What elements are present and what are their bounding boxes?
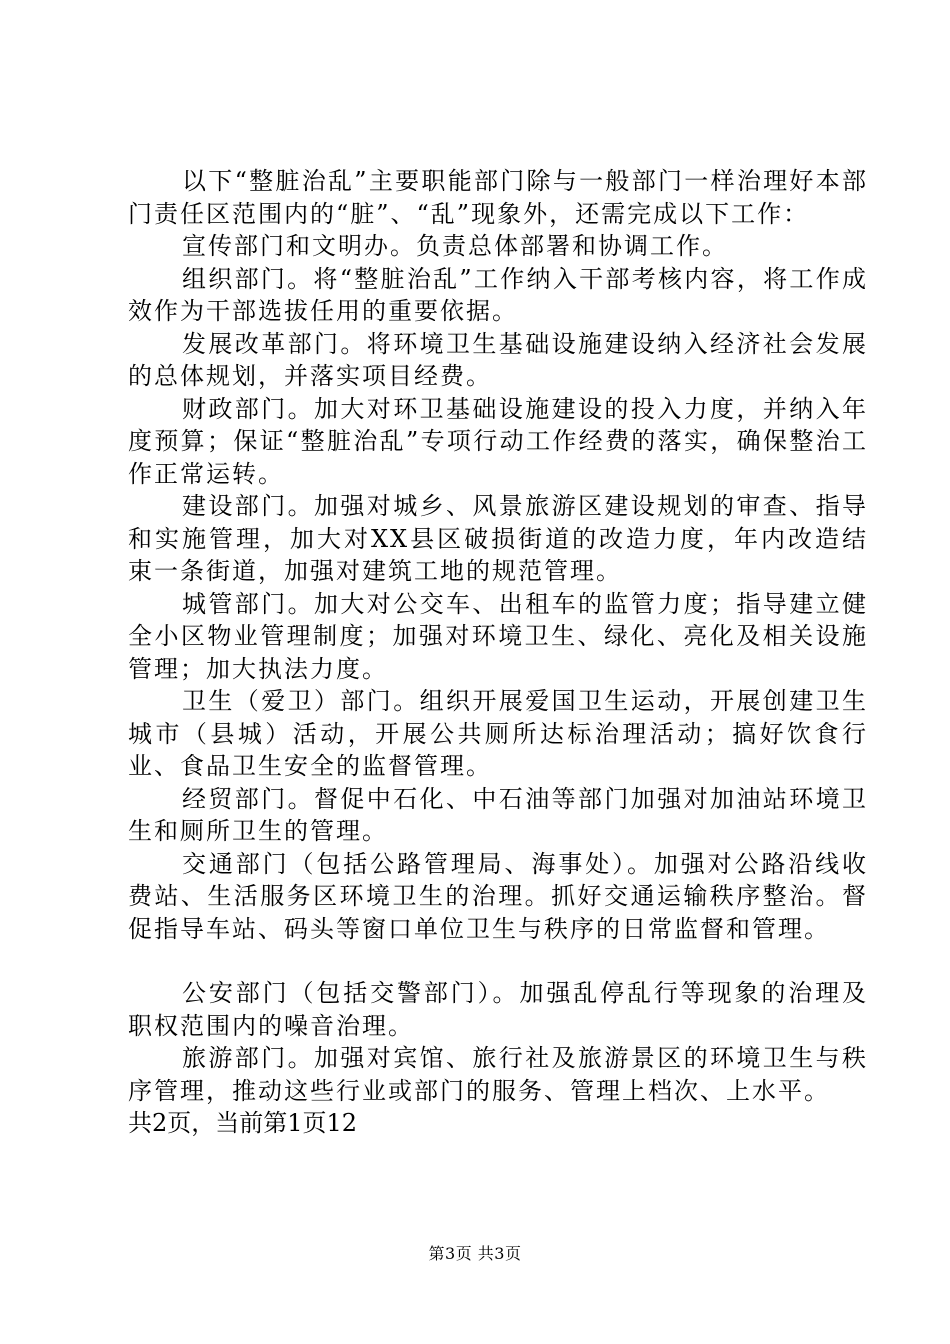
paragraph-intro: 以下“整脏治乱”主要职能部门除与一般部门一样治理好本部门责任区范围内的“脏”、“乱”现象外，还需完成以下工作： bbox=[128, 167, 868, 228]
paragraph-urban-management-dept: 城管部门。加大对公交车、出租车的监管力度；指导建立健全小区物业管理制度；加强对环境卫生、绿化、亮化及相关设施管理；加大执法力度。 bbox=[128, 589, 868, 683]
paragraph-health-dept: 卫生（爱卫）部门。组织开展爱国卫生运动，开展创建卫生城市（县城）活动，开展公共厕所达标治理活动；搞好饮食行业、食品卫生安全的监督管理。 bbox=[128, 687, 868, 780]
paragraph-economic-trade-dept: 经贸部门。督促中石化、中石油等部门加强对加油站环境卫生和厕所卫生的管理。 bbox=[128, 784, 868, 845]
paragraph-construction-dept: 建设部门。加强对城乡、风景旅游区建设规划的审查、指导和实施管理，加大对XX县区破损街道的改造力度，年内改造结束一条街道，加强对建筑工地的规范管理。 bbox=[128, 492, 868, 585]
paragraph-propaganda-dept: 宣传部门和文明办。负责总体部署和协调工作。 bbox=[182, 232, 728, 260]
paragraph-public-security-dept: 公安部门（包括交警部门）。加强乱停乱行等现象的治理及职权范围内的噪音治理。 bbox=[128, 979, 868, 1040]
paragraph-tourism-dept: 旅游部门。加强对宾馆、旅行社及旅游景区的环境卫生与秩序管理，推动这些行业或部门的服务、管理上档次、上水平。 bbox=[128, 1044, 868, 1105]
paragraph-finance-dept: 财政部门。加大对环卫基础设施建设的投入力度，并纳入年度预算；保证“整脏治乱”专项行动工作经费的落实，确保整治工作正常运转。 bbox=[128, 394, 868, 488]
paragraph-development-reform-dept: 发展改革部门。将环境卫生基础设施建设纳入经济社会发展的总体规划，并落实项目经费。 bbox=[128, 329, 868, 390]
document-body bbox=[128, 165, 868, 1140]
page-number-label: 第3页 共3页 bbox=[428, 1244, 522, 1263]
paragraph-organization-dept: 组织部门。将“整脏治乱”工作纳入干部考核内容，将工作成效作为干部选拔任用的重要依据。 bbox=[128, 264, 868, 325]
paragraph-transport-dept: 交通部门（包括公路管理局、海事处）。加强对公路沿线收费站、生活服务区环境卫生的治理。抓好交通运输秩序整治。督促指导车站、码头等窗口单位卫生与秩序的日常监督和管理。 bbox=[128, 849, 868, 943]
page-info-line: 共2页，当前第1页12 bbox=[128, 1109, 358, 1137]
page-footer bbox=[0, 1244, 950, 1264]
